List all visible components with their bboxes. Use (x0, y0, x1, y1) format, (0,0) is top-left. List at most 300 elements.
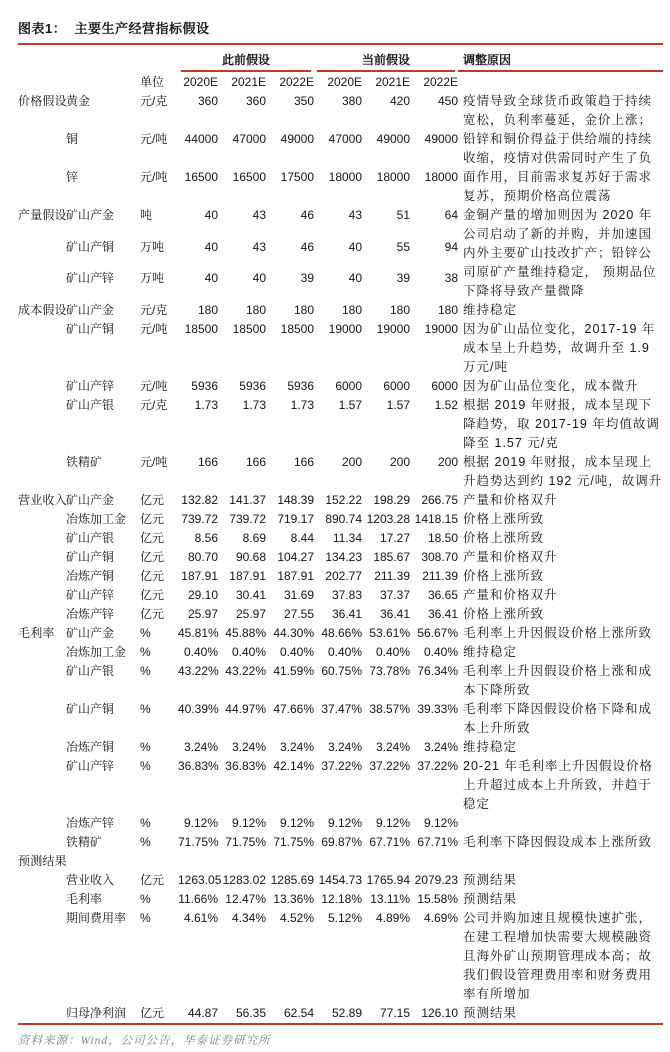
cell-value: 38.57% (369, 702, 411, 716)
cell-value: 18.50 (428, 531, 459, 545)
cell-value: 350 (293, 94, 315, 108)
cell-value: 200 (389, 455, 411, 469)
cell-value: 4.34% (231, 911, 266, 925)
cell-value: 1.52 (434, 398, 459, 412)
cell-value: 45.88% (225, 626, 266, 640)
row-category: 毛利率 (18, 626, 55, 640)
cell-value: 104.27 (277, 550, 315, 564)
cell-value: 19000 (328, 322, 363, 336)
cell-value: 49000 (424, 132, 459, 146)
cell-value: 134.23 (325, 550, 363, 564)
cell-value: 13.11% (370, 892, 411, 906)
row-reason: 维持稳定 (463, 303, 518, 317)
cell-value: 360 (197, 94, 218, 108)
row-unit: 元/克 (140, 398, 168, 412)
cell-value: 450 (438, 94, 459, 108)
cell-value: 4.61% (183, 911, 218, 925)
cell-value: 3.24% (327, 740, 363, 754)
cell-value: 38 (444, 271, 459, 286)
row-unit (140, 852, 178, 871)
cell-value: 1418.15 (414, 512, 459, 526)
cell-value: 40.39% (178, 702, 219, 716)
table-row (18, 377, 663, 396)
row-unit: % (140, 835, 151, 849)
cell-value: 1.57 (386, 398, 411, 412)
row-unit: % (140, 759, 151, 773)
row-category (18, 269, 66, 301)
header-spacer (18, 45, 178, 72)
row-reason: 价格上涨所致 (463, 569, 545, 583)
table-row (18, 643, 663, 662)
row-reason: 预测结果 (463, 892, 518, 906)
row-unit: % (140, 702, 151, 716)
cell-value: 187.91 (229, 569, 266, 583)
cell-value: 49000 (376, 132, 411, 146)
row-reason: 毛利率上升因假设价格上涨和成本下降所致 (463, 664, 653, 697)
cell-value: 187.91 (181, 569, 218, 583)
cell-value: 4.89% (375, 911, 411, 925)
row-reason: 因为矿山品位变化，成本微升 (463, 379, 639, 393)
cell-value: 1263.05 (178, 873, 222, 887)
cell-value (178, 852, 218, 871)
cell-value: 52.89 (314, 1004, 362, 1024)
row-unit: % (140, 892, 151, 906)
cell-value: 200 (341, 455, 363, 469)
row-label: 矿山产银 (66, 531, 115, 545)
cell-value: 37.83 (331, 588, 363, 602)
row-reason: 公司并购加速且规模快速扩张，在建工程增加快需要大规模融资且海外矿山预期管理成本高；故我们假设管理费用率和财务费用率有所增加 (463, 911, 653, 1001)
cell-value: 16500 (184, 170, 218, 184)
row-label: 营业收入 (66, 873, 115, 887)
cell-value: 39 (396, 271, 411, 286)
table-row (18, 833, 663, 852)
header-spacer (458, 72, 663, 92)
cell-value: 43.22% (225, 664, 266, 678)
row-unit: % (140, 740, 151, 754)
cell-value (266, 852, 314, 871)
column-group-header-row (18, 45, 663, 72)
cell-value (362, 852, 410, 871)
table-row (18, 662, 663, 700)
cell-value: 13.36% (273, 892, 315, 906)
row-category (18, 871, 66, 890)
row-reason: 产量和价格双升 (463, 493, 558, 507)
cell-value: 5936 (239, 379, 266, 393)
cell-value: 185.67 (373, 550, 411, 564)
cell-value: 25.97 (235, 607, 266, 621)
row-label: 矿山产锌 (66, 759, 115, 773)
cell-value: 40 (348, 239, 363, 254)
cell-value: 60.75% (321, 664, 363, 678)
row-reason: 毛利率下降因假设成本上涨所致 (463, 835, 653, 849)
row-unit: 吨 (140, 208, 153, 222)
current-assumption-label: 当前假设 (317, 50, 455, 72)
cell-value: 166 (197, 455, 218, 469)
year-header: 2022E (279, 75, 315, 89)
cell-value: 739.72 (181, 512, 218, 526)
cell-value: 2079.23 (414, 873, 459, 887)
row-category: 成本假设 (18, 303, 67, 317)
cell-value: 42.14% (273, 759, 315, 773)
cell-value: 44000 (184, 132, 218, 146)
header-spacer (18, 72, 66, 92)
row-unit: 亿元 (140, 873, 165, 887)
unit-header: 单位 (140, 75, 165, 89)
cell-value: 53.61% (369, 626, 411, 640)
cell-value: 44.97% (225, 702, 266, 716)
cell-value: 43.22% (178, 664, 219, 678)
cell-value: 18500 (184, 322, 218, 336)
cell-value: 180 (293, 303, 315, 317)
table-row (18, 624, 663, 643)
cell-value: 71.75% (273, 835, 315, 849)
cell-value: 180 (197, 303, 218, 317)
table-row (18, 567, 663, 586)
row-label: 矿山产银 (66, 398, 115, 412)
cell-value: 0.40% (279, 645, 315, 659)
table-row (18, 453, 663, 491)
row-unit: 亿元 (140, 512, 165, 526)
cell-value: 12.18% (321, 892, 363, 906)
cell-value: 1.73 (242, 398, 266, 412)
row-unit: % (140, 626, 151, 640)
row-reason: 价格上涨所致 (463, 512, 545, 526)
cell-value: 40 (204, 271, 218, 286)
cell-value: 1285.69 (270, 873, 315, 887)
cell-value: 73.78% (369, 664, 411, 678)
cell-value (410, 852, 458, 871)
cell-value: 4.69% (424, 911, 459, 925)
cell-value: 51 (396, 208, 411, 222)
cell-value: 202.77 (325, 569, 363, 583)
cell-value: 132.82 (181, 493, 218, 507)
source-note: 资料来源：Wind，公司公告，华泰证券研究所 (18, 1035, 271, 1047)
row-label: 矿山产铜 (66, 702, 115, 716)
table-row (18, 586, 663, 605)
cell-value: 380 (341, 94, 363, 108)
cell-value: 18500 (280, 322, 315, 336)
row-category (18, 605, 66, 624)
cell-value: 141.37 (229, 493, 266, 507)
cell-value: 3.24% (231, 740, 266, 754)
table-row (18, 890, 663, 909)
cell-value: 30.41 (235, 588, 266, 602)
cell-value: 1765.94 (366, 873, 411, 887)
cell-value: 6000 (431, 379, 459, 393)
cell-value: 39.33% (417, 702, 459, 716)
row-reason: 20-21 年毛利率上升因假设价格上升超过成本上升所致，并趋于稳定 (463, 759, 653, 811)
row-unit: 亿元 (140, 1004, 178, 1024)
year-header-row (18, 72, 663, 92)
row-label: 矿山产金 (66, 493, 115, 507)
cell-value: 15.58% (417, 892, 459, 906)
row-unit: 元/克 (140, 303, 168, 317)
col-group-reason (458, 45, 663, 72)
cell-value: 3.24% (279, 740, 315, 754)
cell-value: 90.68 (235, 550, 266, 564)
row-unit: 亿元 (140, 531, 165, 545)
cell-value: 166 (293, 455, 315, 469)
row-label: 冶炼加工金 (66, 645, 127, 659)
cell-value: 80.70 (187, 550, 218, 564)
table-row (18, 757, 663, 814)
row-label: 黄金 (66, 94, 91, 108)
row-unit: 元/吨 (140, 455, 168, 469)
figure-title: 图表1： 主要生产经营指标假设 (18, 10, 663, 45)
row-label: 铁精矿 (66, 835, 103, 849)
table-row (18, 909, 663, 1004)
cell-value: 12.47% (225, 892, 266, 906)
row-unit: 亿元 (140, 493, 165, 507)
row-unit: % (140, 645, 151, 659)
year-header: 2022E (423, 75, 459, 89)
cell-value: 43 (252, 208, 266, 222)
row-label: 归母净利润 (66, 1004, 140, 1024)
cell-value: 76.34% (417, 664, 459, 678)
cell-value: 9.12% (279, 816, 315, 830)
cell-value: 9.12% (327, 816, 363, 830)
cell-value: 180 (341, 303, 363, 317)
cell-value: 67.71% (369, 835, 411, 849)
row-reason: 预测结果 (463, 873, 518, 887)
cell-value: 40 (252, 271, 266, 286)
cell-value: 152.22 (325, 493, 363, 507)
row-label: 矿山产金 (66, 626, 115, 640)
year-header: 2021E (231, 75, 266, 89)
row-unit: 亿元 (140, 569, 165, 583)
row-category (18, 377, 66, 396)
row-reason: 产量和价格双升 (463, 588, 558, 602)
cell-value: 77.15 (362, 1004, 410, 1024)
cell-value: 3.24% (424, 740, 459, 754)
row-unit: 元/克 (140, 94, 168, 108)
cell-value: 9.12% (183, 816, 218, 830)
row-unit: % (140, 911, 151, 925)
previous-assumption-label: 此前假设 (181, 50, 311, 72)
cell-value: 19000 (376, 322, 411, 336)
cell-value: 37.22% (369, 759, 411, 773)
cell-value: 37.37 (379, 588, 411, 602)
cell-value: 44.87 (178, 1004, 218, 1024)
row-unit: 万吨 (140, 239, 165, 254)
cell-value: 1.57 (338, 398, 363, 412)
cell-value: 40 (204, 208, 218, 222)
cell-value: 148.39 (277, 493, 315, 507)
row-category (18, 738, 66, 757)
cell-value: 94 (444, 239, 459, 254)
cell-value: 126.10 (410, 1004, 458, 1024)
row-reason: 毛利率下降因假设价格下降和成本上升所致 (463, 702, 653, 735)
row-category (18, 168, 66, 206)
cell-value: 187.91 (277, 569, 315, 583)
row-category (18, 1004, 66, 1024)
cell-value: 46 (300, 208, 315, 222)
cell-value: 17500 (280, 170, 315, 184)
cell-value: 6000 (335, 379, 363, 393)
cell-value: 43 (348, 208, 363, 222)
cell-value: 47000 (328, 132, 363, 146)
row-reason: 维持稳定 (463, 740, 518, 754)
row-label: 矿山产铜 (66, 550, 115, 564)
row-category (18, 814, 66, 833)
table-row (18, 871, 663, 890)
cell-value: 180 (245, 303, 266, 317)
cell-value: 41.59% (273, 664, 315, 678)
row-unit: 亿元 (140, 607, 165, 621)
cell-value: 25.97 (187, 607, 218, 621)
cell-value: 1283.02 (222, 873, 266, 887)
cell-value: 46 (300, 239, 315, 254)
cell-value: 18000 (424, 170, 459, 184)
row-label: 矿山产铜 (66, 239, 115, 254)
row-unit: % (140, 816, 151, 830)
row-label: 冶炼产锌 (66, 607, 115, 621)
cell-value: 360 (245, 94, 266, 108)
cell-value: 18000 (376, 170, 411, 184)
cell-value: 18500 (232, 322, 266, 336)
row-reason: 因为矿山品位变化，2017-19 年成本呈上升趋势，故调升至 1.9 万元/吨 (463, 322, 656, 374)
table-row (18, 320, 663, 377)
cell-value: 211.39 (374, 569, 411, 583)
row-reason (458, 852, 663, 871)
row-unit: 元/吨 (140, 379, 168, 393)
cell-value: 39 (300, 271, 315, 286)
row-reason: 价格上涨所致 (463, 607, 545, 621)
cell-value: 71.75% (178, 835, 219, 849)
col-group-previous (178, 45, 314, 72)
cell-value: 3.24% (183, 740, 218, 754)
cell-value: 8.44 (290, 531, 315, 545)
row-category (18, 238, 66, 270)
cell-value: 0.40% (375, 645, 411, 659)
row-label: 冶炼产锌 (66, 816, 115, 830)
cell-value: 11.34 (332, 531, 363, 545)
row-reason: 根据 2019 年财报，成本呈现下降趋势，取 2017-19 年均值故调降至 1.57 元/克 (463, 398, 660, 450)
table-row (18, 529, 663, 548)
row-category (18, 320, 66, 377)
row-unit: 亿元 (140, 588, 165, 602)
year-header: 2020E (327, 75, 363, 89)
table-row (18, 92, 663, 130)
cell-value: 6000 (383, 379, 411, 393)
row-reason: 疫情导致全球货币政策趋于持续宽松，负利率蔓延，金价上涨；铅锌和铜价得益于供给端的持续收缩，疫情对供需同时产生了负面作用，目前需求复苏好于需求复苏，预期价格高位震荡 (463, 94, 653, 203)
row-reason: 毛利率上升因假设价格上涨所致 (463, 626, 653, 640)
row-category (18, 567, 66, 586)
cell-value: 36.83% (225, 759, 266, 773)
cell-value: 0.40% (231, 645, 266, 659)
year-header: 2021E (375, 75, 411, 89)
table-row (18, 548, 663, 567)
row-unit: 元/吨 (140, 170, 168, 184)
cell-value: 48.66% (321, 626, 363, 640)
cell-value: 200 (438, 455, 459, 469)
cell-value: 266.75 (421, 493, 459, 507)
cell-value: 11.66% (178, 892, 218, 906)
row-category (18, 453, 66, 491)
cell-value: 19000 (424, 322, 459, 336)
cell-value: 1.73 (194, 398, 218, 412)
row-label: 矿山产锌 (66, 271, 115, 286)
cell-value: 5936 (191, 379, 218, 393)
cell-value: 719.17 (277, 512, 315, 526)
row-unit: 万吨 (140, 271, 165, 286)
cell-value: 37.47% (321, 702, 363, 716)
cell-value: 47000 (232, 132, 266, 146)
row-reason: 维持稳定 (463, 645, 518, 659)
cell-value: 55 (396, 239, 411, 254)
row-label: 铁精矿 (66, 455, 103, 469)
row-reason: 金铜产量的增加则因为 2020 年公司启动了新的并购，并加速国内外主要矿山技改扩产；铅锌公司原矿产量维持稳定， 预期品位下降将导致产量微降 (463, 208, 657, 298)
row-category (18, 700, 66, 738)
col-group-current (314, 45, 458, 72)
table-row (18, 301, 663, 320)
cell-value: 45.81% (178, 626, 219, 640)
cell-value: 37.22% (417, 759, 459, 773)
cell-value: 308.70 (421, 550, 459, 564)
row-label: 矿山产铜 (66, 322, 115, 336)
cell-value: 43 (252, 239, 266, 254)
table-row (18, 1004, 663, 1024)
cell-value: 0.40% (327, 645, 363, 659)
cell-value: 0.40% (424, 645, 459, 659)
cell-value: 1203.28 (366, 512, 411, 526)
cell-value: 37.22% (321, 759, 363, 773)
cell-value: 8.56 (194, 531, 218, 545)
row-reason: 根据 2019 年财报，成本呈现上升趋势达到约 192 元/吨，故调升 (463, 455, 663, 488)
table-row (18, 605, 663, 624)
row-label: 铜 (66, 132, 79, 146)
cell-value: 56.35 (218, 1004, 266, 1024)
cell-value: 180 (438, 303, 459, 317)
row-label: 矿山产锌 (66, 588, 115, 602)
row-label (66, 852, 140, 871)
row-reason (458, 814, 663, 833)
cell-value (218, 852, 266, 871)
cell-value: 36.83% (178, 759, 219, 773)
cell-value: 71.75% (225, 835, 266, 849)
cell-value: 29.10 (187, 588, 218, 602)
cell-value: 40 (204, 239, 218, 254)
cell-value: 1.73 (290, 398, 315, 412)
row-reason: 价格上涨所致 (463, 531, 545, 545)
cell-value: 56.67% (417, 626, 459, 640)
cell-value: 5.12% (327, 911, 363, 925)
table-row (18, 396, 663, 453)
row-label: 冶炼加工金 (66, 512, 127, 526)
cell-value: 18000 (328, 170, 363, 184)
row-category (18, 757, 66, 814)
row-category (18, 833, 66, 852)
table-row (18, 700, 663, 738)
row-unit: % (140, 664, 151, 678)
table-row (18, 738, 663, 757)
cell-value: 16500 (232, 170, 266, 184)
row-category: 营业收入 (18, 493, 67, 507)
row-category: 产量假设 (18, 208, 67, 222)
cell-value: 62.54 (266, 1004, 314, 1024)
cell-value: 17.27 (379, 531, 411, 545)
row-label: 矿山产金 (66, 303, 115, 317)
cell-value: 5936 (287, 379, 315, 393)
assumptions-table (18, 45, 663, 1025)
row-label: 期间费用率 (66, 911, 127, 925)
cell-value: 67.71% (417, 835, 459, 849)
row-category (18, 548, 66, 567)
row-category: 预测结果 (18, 854, 67, 868)
row-unit: 元/吨 (140, 322, 168, 336)
cell-value: 211.39 (422, 569, 459, 583)
table-row (18, 852, 663, 871)
